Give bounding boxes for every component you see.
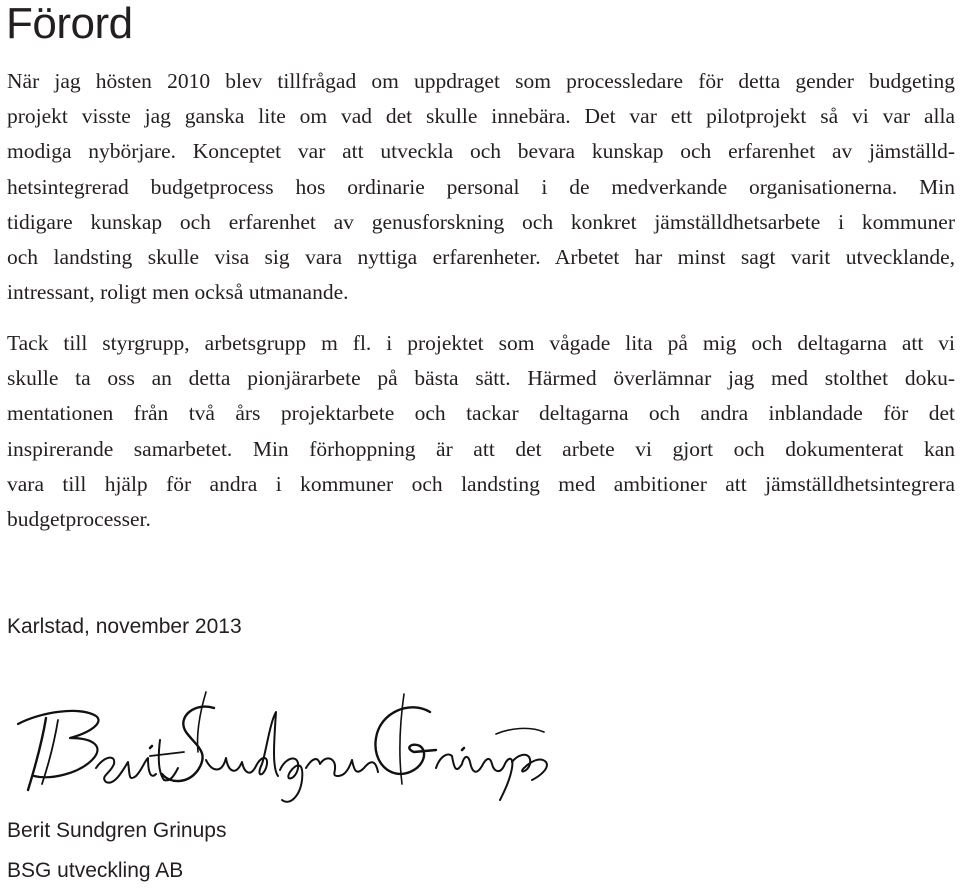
- paragraph-line: När jag hösten 2010 blev tillfrågad om uppdraget som processledare för detta gender budgeting: [7, 69, 955, 93]
- paragraph-line: skulle ta oss an detta pionjärarbete på bästa sätt. Härmed överlämnar jag med stolthet doku-: [7, 366, 955, 391]
- paragraph-line: och landsting skulle visa sig vara nyttiga erfarenheter. Arbetet har minst sagt varit utvecklande,: [7, 245, 955, 270]
- signer-name: Berit Sundgren Grinups: [7, 819, 227, 842]
- paragraph-line: tidigare kunskap och erfarenhet av genusforskning och konkret jämställdhetsarbete i kommuner: [7, 209, 955, 234]
- paragraph-line: intressant, roligt men också utmanande.: [7, 280, 349, 305]
- signer-organization: BSG utveckling AB: [7, 859, 184, 882]
- handwritten-signature: [0, 672, 560, 812]
- paragraph-line: budgetprocesser.: [7, 507, 151, 532]
- paragraph-line: modiga nybörjare. Konceptet var att utveckla och bevara kunskap och erfarenhet av jämställd-: [7, 139, 955, 164]
- paragraph-line: mentationen från två års projektarbete och tackar deltagarna och andra inblandade för det: [7, 401, 955, 426]
- paragraph-line: Tack till styrgrupp, arbetsgrupp m fl. i projektet som vågade lita på mig och deltagarna att vi: [7, 331, 955, 355]
- place-date: Karlstad, november 2013: [7, 615, 242, 638]
- preface-paragraph-1: [7, 64, 955, 310]
- paragraph-line: projekt visste jag ganska lite om vad det skulle innebära. Det var ett pilotprojekt så vi var alla: [7, 104, 955, 129]
- page-title: Förord: [6, 0, 133, 48]
- paragraph-line: inspirerande samarbetet. Min förhoppning är att det arbete vi gjort och dokumenterat kan: [7, 436, 955, 461]
- paragraph-line: vara till hjälp för andra i kommuner och landsting med ambitioner att jämställdhetsintegrera: [7, 471, 955, 496]
- paragraph-line: hetsintegrerad budgetprocess hos ordinarie personal i de medverkande organisationerna. Min: [7, 174, 955, 199]
- preface-paragraph-2: [7, 326, 955, 537]
